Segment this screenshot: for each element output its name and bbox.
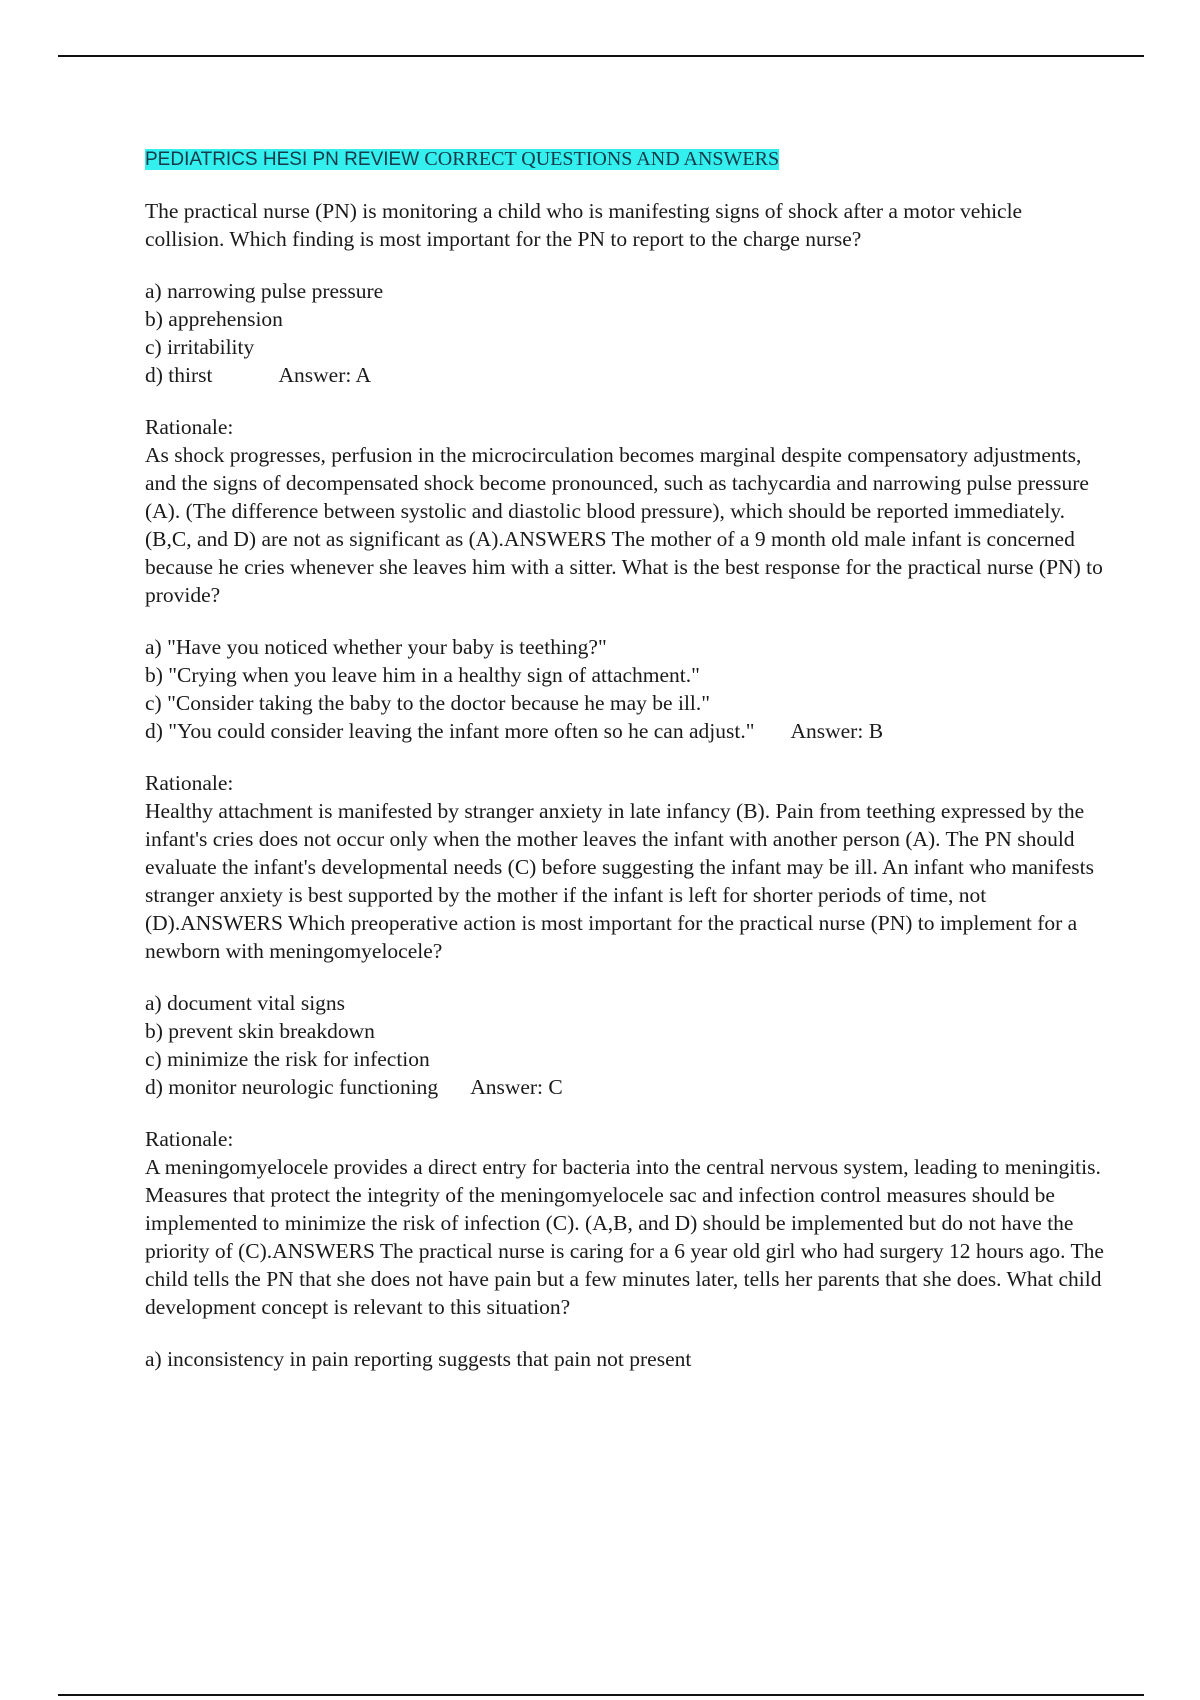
footer-rule	[58, 1694, 1144, 1696]
option-with-answer: d) monitor neurologic functioning Answer: C	[145, 1075, 563, 1099]
question-2-rationale: Healthy attachment is manifested by stranger anxiety in late infancy (B). Pain from teething expressed by the infant's cries does not occur only when the mother leaves the infant with another person (A). The PN should evaluate the infant's developmental needs (C) before suggesting the infant may be ill. An infant who manifests stranger anxiety is best supported by the mother if the infant is left for shorter periods of time, not (D).ANSWERS Which preoperative action is most important for the practical nurse (PN) to implement for a newborn with meningomyelocele?	[145, 799, 1095, 963]
option: a) inconsistency in pain reporting suggests that pain not present	[145, 1347, 692, 1371]
question-4-options	[145, 1345, 1105, 1373]
option: c) irritability	[145, 335, 255, 359]
option: c) "Consider taking the baby to the doctor because he may be ill."	[145, 691, 711, 715]
title-sans-part: PEDIATRICS HESI PN REVIEW	[145, 149, 425, 170]
option: a) "Have you noticed whether your baby is teething?"	[145, 635, 607, 659]
question-1-stem: The practical nurse (PN) is monitoring a child who is manifesting signs of shock after a motor vehicle collision. Which finding is most important for the PN to report to the charge nurse?	[145, 199, 1023, 251]
header-rule	[58, 55, 1144, 57]
option-with-answer: d) thirst Answer: A	[145, 363, 372, 387]
document-title	[145, 144, 1105, 173]
question-1-rationale: As shock progresses, perfusion in the microcirculation becomes marginal despite compensatory adjustments, and the signs of decompensated shock become pronounced, such as tachycardia and narrowing pulse pressure (A). (The difference between systolic and diastolic blood pressure), which should be reported immediately. (B,C, and D) are not as significant as (A).ANSWERS The mother of a 9 month old male infant is concerned because he cries whenever she leaves him with a sitter. What is the best response for the practical nurse (PN) to provide?	[145, 443, 1103, 607]
answer-label: Answer: C	[470, 1075, 563, 1099]
option: c) minimize the risk for infection	[145, 1047, 430, 1071]
question-3-options	[145, 989, 1105, 1101]
question-1-options	[145, 277, 1105, 389]
rationale-label: Rationale:	[145, 415, 234, 439]
option: b) apprehension	[145, 307, 283, 331]
option: b) "Crying when you leave him in a healthy sign of attachment."	[145, 663, 700, 687]
option-with-answer: d) "You could consider leaving the infant more often so he can adjust." Answer: B	[145, 719, 884, 743]
option: b) prevent skin breakdown	[145, 1019, 375, 1043]
question-2-options	[145, 633, 1105, 745]
answer-label: Answer: A	[278, 363, 372, 387]
answer-label: Answer: B	[790, 719, 884, 743]
document-body	[145, 144, 1105, 1373]
option: a) document vital signs	[145, 991, 346, 1015]
question-3-rationale: A meningomyelocele provides a direct entry for bacteria into the central nervous system, leading to meningitis. Measures that protect the integrity of the meningomyelocele sac and infection control measures should be implemented to minimize the risk of infection (C). (A,B, and D) should be implemented but do not have the priority of (C).ANSWERS The practical nurse is caring for a 6 year old girl who had surgery 12 hours ago. The child tells the PN that she does not have pain but a few minutes later, tells her parents that she does. What child development concept is relevant to this situation?	[145, 1155, 1104, 1319]
title-serif-part: CORRECT QUESTIONS AND ANSWERS	[424, 148, 780, 170]
option: a) narrowing pulse pressure	[145, 279, 384, 303]
rationale-label: Rationale:	[145, 1127, 234, 1151]
rationale-label: Rationale:	[145, 771, 234, 795]
